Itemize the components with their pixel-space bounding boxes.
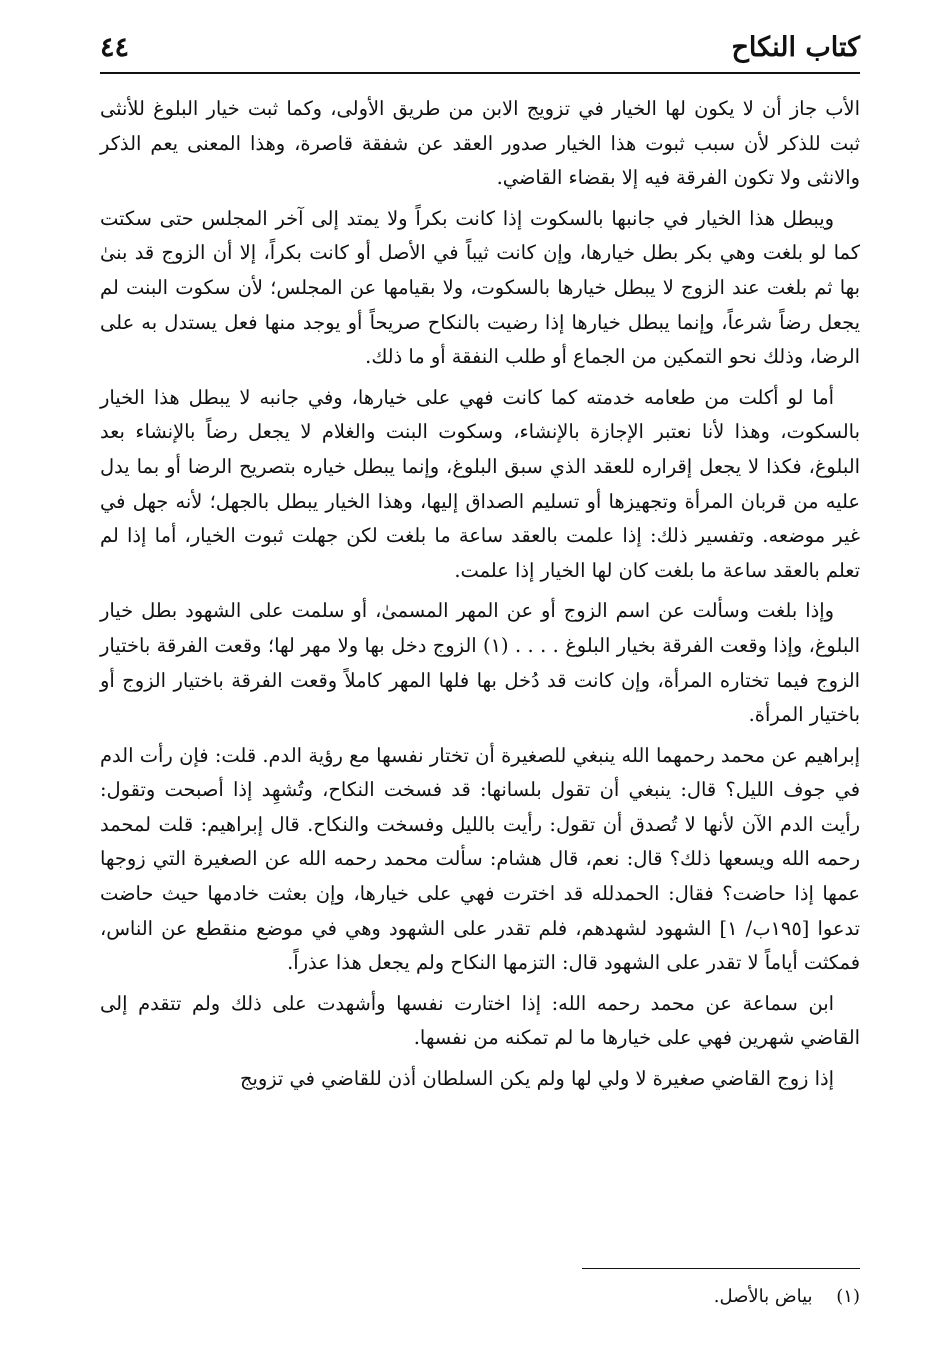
book-title: كتاب النكاح <box>731 32 860 63</box>
paragraph: الأب جاز أن لا يكون لها الخيار في تزويج الابن من طريق الأولى، وكما ثبت خيار البلوغ للأنثى ثبت للذكر لأن سبب ثبوت هذا الخيار صدور العقد عن شفقة قاصرة، وهذا المعنى يعم الذكر والانثى ولا تكون الفرقة فيه إلا بقضاء القاضي. <box>100 97 860 190</box>
paragraph: إذا زوج القاضي صغيرة لا ولي لها ولم يكن السلطان أذن للقاضي في تزويج <box>239 1067 834 1091</box>
paragraph: ابن سماعة عن محمد رحمه الله: إذا اختارت نفسها وأشهدت على ذلك ولم تتقدم إلى القاضي شهرين فهي على خيارها ما لم تمكنه من نفسها. <box>100 991 860 1050</box>
paragraph: وإذا بلغت وسألت عن اسم الزوج أو عن المهر المسمىٰ، أو سلمت على الشهود بطل خيار البلوغ، وإذا وقعت الفرقة بخيار البلوغ . . . . (١) الزوج دخل بها ولا مهر لها؛ وقعت الفرقة باختيار الزوج فيما تختاره المرأة، وإن كانت قد دُخل بها فلها المهر كاملاً وقعت الفرقة باختيار الزوج أو باختيار المرأة. <box>100 599 860 727</box>
page-number: ٤٤ <box>100 32 130 63</box>
page-header <box>100 28 860 74</box>
paragraph: ويبطل هذا الخيار في جانبها بالسكوت إذا كانت بكراً ولا يمتد إلى آخر المجلس حتى سكتت كما لو بلغت وهي بكر بطل خيارها، وإن كانت ثيباً في الأصل أو كانت بكراً، إلا أن الزوج قد بنىٰ بها ثم بلغت عند الزوج لا يبطل خيارها بالسكوت، ولا بقيامها عن المجلس؛ لأن سكوت البنت لم يجعل رضاً شرعاً، وإنما يبطل خيارها إذا رضيت بالنكاح صريحاً أو يوجد منها فعل يستدل به على الرضا، وذلك نحو التمكين من الجماع أو طلب النفقة أو ما ذلك. <box>100 206 860 369</box>
footnote-divider <box>582 1268 860 1269</box>
footnote-number: (١) <box>836 1286 860 1307</box>
footnote-text: بياض بالأصل. <box>713 1286 813 1307</box>
body-text <box>100 92 860 1103</box>
footnote <box>100 1282 860 1312</box>
paragraph: إبراهيم عن محمد رحمهما الله ينبغي للصغيرة أن تختار نفسها مع رؤية الدم. قلت: فإن رأت الدم في جوف الليل؟ قال: ينبغي أن تقول بلسانها: قد فسخت النكاح، وتُشهِد إذا أصبحت وتقول: رأيت الدم الآن لأنها لا تُصدق أن تقول: رأيت بالليل وفسخت والنكاح. قال إبراهيم: قلت لمحمد رحمه الله ويسعها ذلك؟ قال: نعم، قال هشام: سألت محمد رحمه الله عن الصغيرة التي زوجها عمها إذا حاضت؟ فقال: الحمدلله قد اخترت فهي على خيارها، وإن بعثت خادمها حيث حاضت تدعوا [١٩٥ب/ ١] الشهود لشهدهم، فلم تقدر على الشهود وهي في موضع منقطع عن الناس، فمكثت أياماً لا تقدر على الشهود قال: التزمها النكاح ولم يجعل هذا عذراً. <box>100 743 861 975</box>
paragraph: أما لو أكلت من طعامه خدمته كما كانت فهي على خيارها، وفي جانبه لا يبطل هذا الخيار بالسكوت، وهذا لأنا نعتبر الإجازة بالإنشاء، وسكوت البنت والغلام لا يجعل رضاً بالإنشاء بعد البلوغ، فكذا لا يجعل إقراره للعقد الذي سبق البلوغ، وإنما يبطل خياره بتصريح الرضا أو بما يدل عليه من قربان المرأة وتجهيزها أو تسليم الصداق إليها، وهذا الخيار يبطل بالجهل؛ لأنه جهل في غير موضعه. وتفسير ذلك: إذا علمت بالعقد ساعة ما بلغت لكن جهلت ثبوت الخيار، أما إذا لم تعلم بالعقد ساعة ما بلغت كان لها الخيار إذا علمت. <box>100 385 860 582</box>
